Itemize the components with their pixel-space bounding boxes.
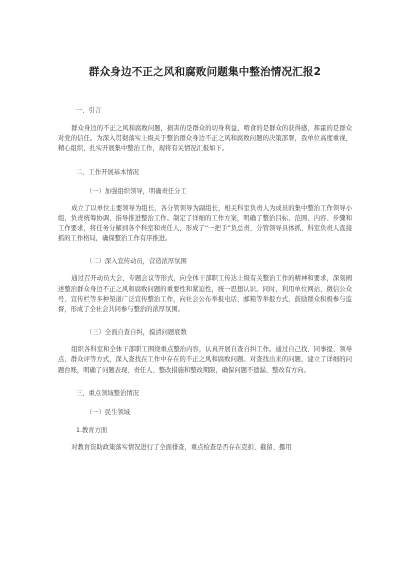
paragraph-organization: 成立了以单位主要领导为组长，各分管领导为副组长，相关科室负责人为成员的集中整治工作领导小组，负责统筹协调、指导推进整治工作。制定了详细的工作方案，明确了整治目标、范围、内容、步骤和工作要求，将任务分解到各个科室和责任人，形成了“一把手”负总责、分管领导具体抓、科室负责人直接抓的工作格局，确保整治工作有序推进。 xyxy=(58,204,352,243)
paragraph-education: 对教育资助政策落实情况进行了全面排查，重点检查是否存在克扣、截留、挪用 xyxy=(71,443,292,451)
paragraph-introduction: 群众身边的不正之风和腐败问题，损害的是群众的切身利益，啃食的是群众的获得感，挥霍的是群众对党的信任。为深入贯彻落实上级关于整治群众身边不正之风和腐败问题的决策部署，我单位高度重视，精心组织，扎实开展集中整治工作，现将有关情况汇报如下。 xyxy=(58,125,352,153)
section-heading-work-overview: 二、工作开展基本情况 xyxy=(76,168,139,176)
section-heading-key-areas: 三、重点领域整治情况 xyxy=(76,389,139,397)
subsection-heading-publicity: （二）深入宣传动员，营造浓厚氛围 xyxy=(86,258,187,266)
section-heading-introduction: 一、引言 xyxy=(76,107,102,114)
paragraph-self-inspection: 组织各科室和全体干部职工围绕重点整治内容，认真开展自查自纠工作。通过自己找、同事提、领导点、群众评等方式，深入查找在工作中存在的不正之风和腐败问题。对查找出来的问题，建立了详细的问题台账，明确了问题表现、责任人、整改措施和整改期限，确保问题不遗漏、整改有方向。 xyxy=(58,346,352,374)
subsection-heading-organization: （一）加强组织领导，明确责任分工 xyxy=(86,187,187,195)
paragraph-publicity: 通过召开动员大会、专题会议等形式，向全体干部职工传达上级有关整治工作的精神和要求，深刻阐述整治群众身边不正之风和腐败问题的重要性和紧迫性，统一思想认识。同时，利用单位网站、微信公众号、宣传栏等多种渠道广泛宣传整治工作，向社会公布举报电话、邮箱等举报方式，鼓励群众积极参与监督，形成了全社会共同参与整治的浓厚氛围。 xyxy=(58,275,352,314)
item-heading-education: 1.教育方面 xyxy=(76,426,108,434)
subsection-heading-self-inspection: （三）全面自查自纠，摸清问题底数 xyxy=(86,329,187,337)
subsection-heading-livelihood: （一）民生领域 xyxy=(86,408,131,416)
document-title: 群众身边不正之风和腐败问题集中整治情况汇报2 xyxy=(88,66,322,78)
